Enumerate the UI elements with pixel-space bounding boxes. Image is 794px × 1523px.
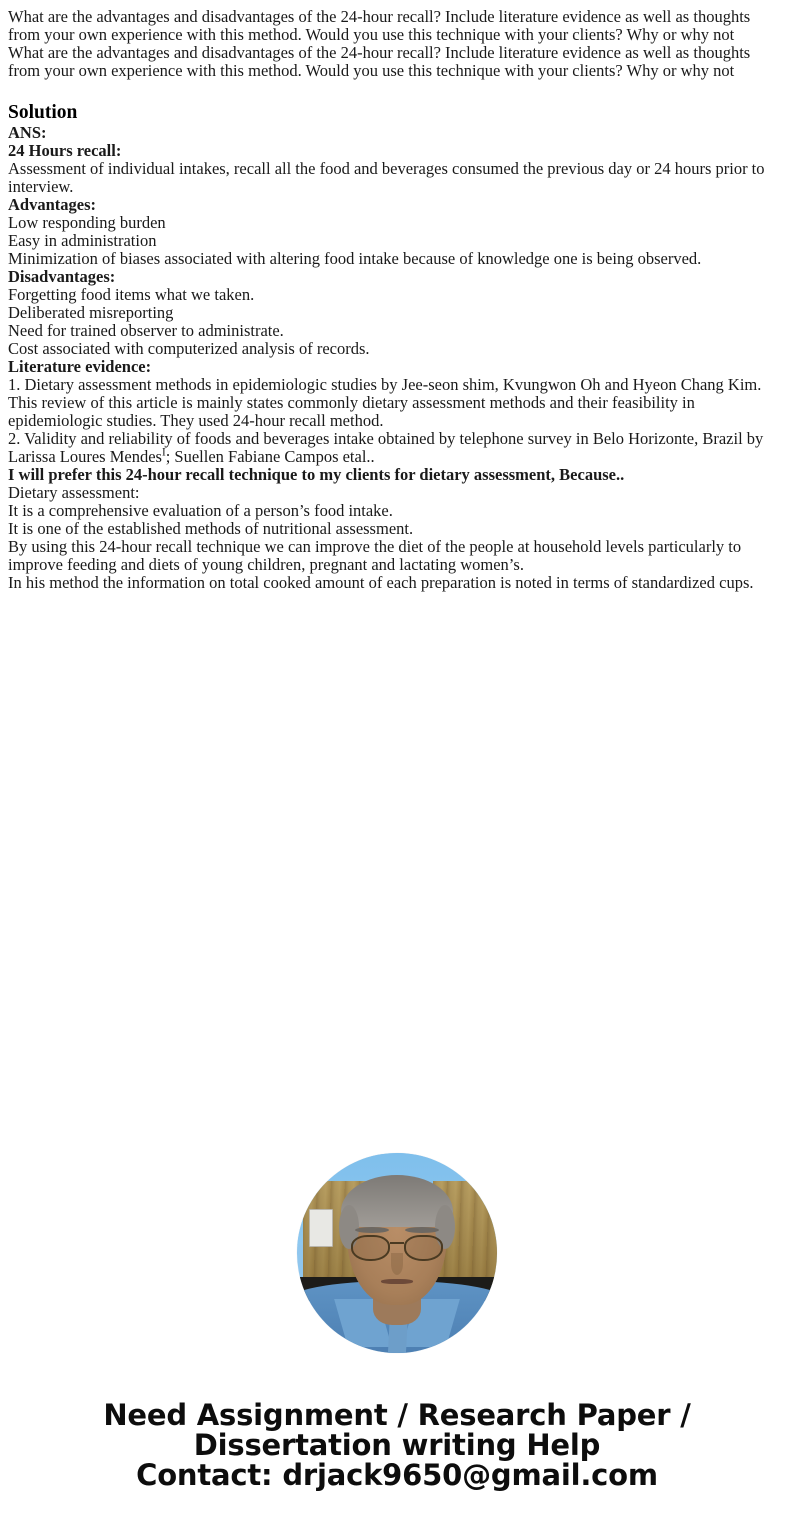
solution-heading: Solution xyxy=(8,102,78,123)
document-body xyxy=(0,0,794,592)
question-block xyxy=(8,8,786,80)
advantages-heading: Advantages: xyxy=(8,195,97,214)
avatar-container xyxy=(297,1153,497,1353)
promo-contact: Contact: drjack9650@gmail.com xyxy=(136,1458,658,1492)
reference-2-superscript-marker: I xyxy=(161,446,166,459)
disadvantage-item: Need for trained observer to administrate. xyxy=(8,321,284,340)
question-text-2: What are the advantages and disadvantages of the 24-hour recall? Include literature evidence as well as thoughts from your own experience with this method. Would you use this technique with your clients? Why or why not xyxy=(8,43,751,80)
dietary-point: By using this 24-hour recall technique we can improve the diet of the people at household levels particularly to improve feeding and diets of young children, pregnant and lactating women’s. xyxy=(8,537,742,574)
avatar-eyebrow-right xyxy=(405,1227,439,1233)
topic-heading: 24 Hours recall: xyxy=(8,141,122,160)
preference-statement: I will prefer this 24-hour recall technique to my clients for dietary assessment, Because.. xyxy=(8,465,625,484)
promo-headline: Need Assignment / Research Paper / Dissertation writing Help xyxy=(103,1398,691,1462)
topic-definition: Assessment of individual intakes, recall all the food and beverages consumed the previous day or 24 hours prior to interview. xyxy=(8,159,765,196)
avatar-mouth xyxy=(381,1279,413,1284)
ans-label: ANS: xyxy=(8,123,47,142)
avatar-nose xyxy=(391,1253,403,1275)
dietary-point: It is a comprehensive evaluation of a person’s food intake. xyxy=(8,501,393,520)
dietary-point: It is one of the established methods of nutritional assessment. xyxy=(8,519,414,538)
dietary-point: In his method the information on total cooked amount of each preparation is noted in terms of standardized cups. xyxy=(8,573,754,592)
advantage-item: Low responding burden xyxy=(8,213,166,232)
avatar-eyebrow-left xyxy=(355,1227,389,1233)
reference-2 xyxy=(8,430,786,466)
avatar-background-wall-panel xyxy=(309,1209,333,1247)
disadvantage-item: Cost associated with computerized analysis of records. xyxy=(8,339,370,358)
avatar-glasses-bridge xyxy=(390,1242,405,1244)
advantage-item: Minimization of biases associated with altering food intake because of knowledge one is being observed. xyxy=(8,249,702,268)
disadvantage-item: Forgetting food items what we taken. xyxy=(8,285,255,304)
literature-evidence-heading: Literature evidence: xyxy=(8,357,152,376)
avatar-lens-left xyxy=(351,1235,390,1261)
promo-banner xyxy=(0,1400,794,1490)
advantage-item: Easy in administration xyxy=(8,231,157,250)
question-text-1: What are the advantages and disadvantages of the 24-hour recall? Include literature evidence as well as thoughts from your own experience with this method. Would you use this technique with your clients? Why or why not xyxy=(8,7,751,44)
reference-1-summary: This review of this article is mainly states commonly dietary assessment methods and their feasibility in epidemiologic studies. They used 24-hour recall method. xyxy=(8,393,695,430)
dietary-assessment-heading: Dietary assessment: xyxy=(8,483,140,502)
avatar xyxy=(297,1153,497,1353)
reference-1: 1. Dietary assessment methods in epidemiologic studies by Jee-seon shim, Kvungwon Oh and Hyeon Chang Kim. xyxy=(8,375,762,394)
reference-2-suffix: ; Suellen Fabiane Campos etal.. xyxy=(165,447,375,466)
disadvantages-heading: Disadvantages: xyxy=(8,267,116,286)
disadvantage-item: Deliberated misreporting xyxy=(8,303,174,322)
avatar-lens-right xyxy=(404,1235,443,1261)
reference-2-prefix: 2. Validity and reliability of foods and beverages intake obtained by telephone survey in Belo Horizonte, Brazil by Larissa Loures Mendes xyxy=(8,429,764,466)
